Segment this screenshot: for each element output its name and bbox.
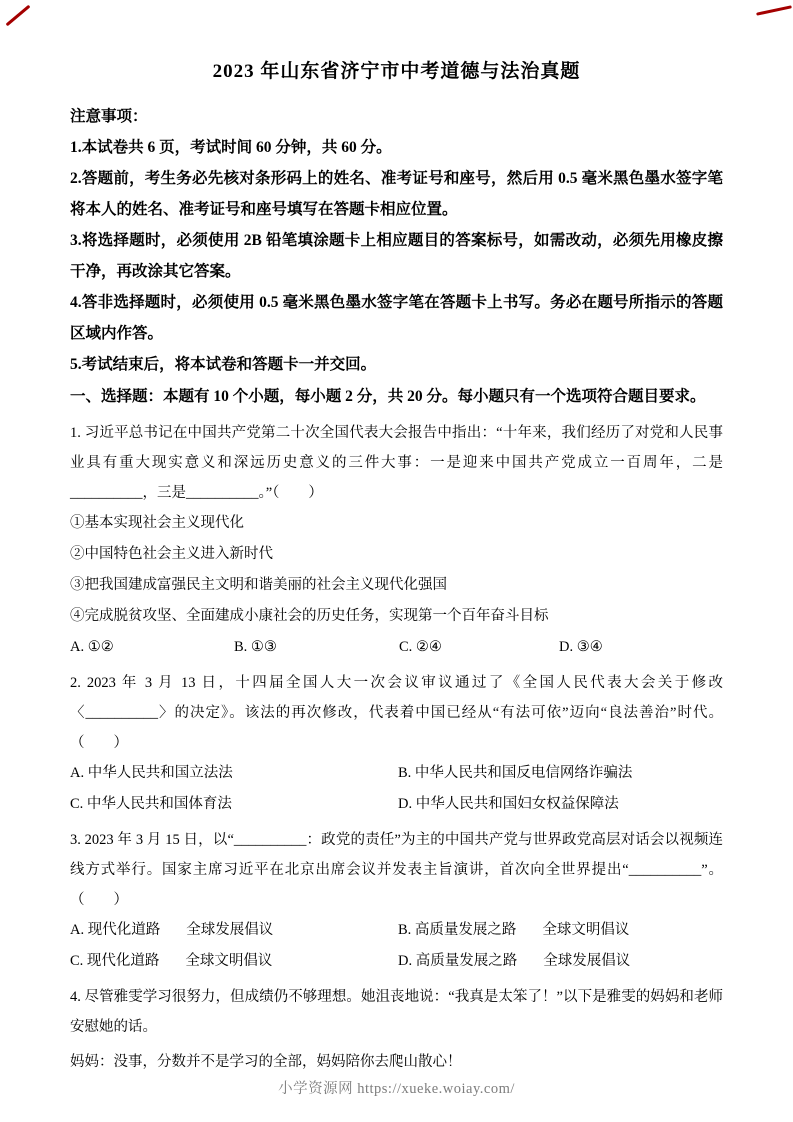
question-3-choice-c (70, 946, 398, 977)
question-2-choice-a: A. 中华人民共和国立法法 (70, 765, 233, 781)
footer-site-link[interactable]: 小学资源网 https://xueke.woiay.com/ (278, 1081, 515, 1097)
notice-heading: 注意事项： (70, 108, 148, 125)
notice-item-3: 3.将选择题时，必须使用 2B 铅笔填涂题卡上相应题目的答案标号，如需改动，必须先用橡皮擦干净，再改涂其它答案。 (70, 232, 723, 280)
question-3-choice-b (398, 915, 723, 946)
question-3-choice-c-extra: 全球文明倡议 (185, 953, 273, 969)
question-2-choice-d: D. 中华人民共和国妇女权益保障法 (398, 796, 619, 812)
question-4-mom-line: 妈妈：没事，分数并不是学习的全部，妈妈陪你去爬山散心！ (70, 1054, 462, 1070)
footer-watermark (0, 1077, 793, 1098)
question-1-option-2: ②中国特色社会主义进入新时代 (70, 546, 273, 562)
question-3-choice-b-extra: 全球文明倡议 (542, 922, 630, 938)
question-4-stem: 4. 尽管雅雯学习很努力，但成绩仍不够理想。她沮丧地说：“我真是太笨了！”以下是雅雯的妈妈和老师安慰她的话。 (70, 989, 723, 1035)
question-1-stem: 1. 习近平总书记在中国共产党第二十次全国代表大会报告中指出：“十年来，我们经历了对党和人民事业具有重大现实意义和深远历史意义的三件大事：一是迎来中国共产党成立一百周年，二是__________，三是__________。”（ ） (70, 425, 723, 501)
question-1-choice-c: C. ②④ (399, 639, 442, 655)
question-3-choice-a (70, 915, 398, 946)
question-3-choice-b-label: B. 高质量发展之路 (398, 922, 517, 938)
question-2-stem: 2. 2023 年 3 月 13 日，十四届全国人大一次会议审议通过了《全国人民代表大会关于修改〈__________〉的决定》。该法的再次修改，代表着中国已经从“有法可依”迈向“良法善治”时代。（ ） (70, 675, 723, 751)
question-3-choice-a-extra: 全球发展倡议 (186, 922, 274, 938)
question-3-choice-d (398, 946, 723, 977)
question-2-choices (70, 758, 723, 820)
notice-item-5: 5.考试结束后，将本试卷和答题卡一并交回。 (70, 356, 377, 373)
section-heading: 一、选择题：本题有 10 个小题，每小题 2 分，共 20 分。每小题只有一个选项符合题目要求。 (70, 388, 706, 405)
notice-item-1: 1.本试卷共 6 页，考试时间 60 分钟，共 60 分。 (70, 139, 392, 156)
question-2-choice-c: C. 中华人民共和国体育法 (70, 796, 232, 812)
question-3-choice-a-label: A. 现代化道路 (70, 922, 161, 938)
question-3-choice-d-extra: 全球发展倡议 (543, 953, 631, 969)
question-3-choice-d-label: D. 高质量发展之路 (398, 953, 518, 969)
question-3-stem: 3. 2023 年 3 月 15 日，以“__________：政党的责任”为主的中国共产党与世界政党高层对话会以视频连线方式举行。国家主席习近平在北京出席会议并发表主旨演讲，首次向全世界提出“__________”。（ ） (70, 832, 723, 908)
question-3-choice-c-label: C. 现代化道路 (70, 953, 160, 969)
question-3-choices (70, 915, 723, 977)
page-title: 2023 年山东省济宁市中考道德与法治真题 (212, 61, 581, 82)
notice-item-2: 2.答题前，考生务必先核对条形码上的姓名、准考证号和座号，然后用 0.5 毫米黑色墨水签字笔将本人的姓名、准考证号和座号填写在答题卡相应位置。 (70, 170, 723, 218)
question-1-option-1: ①基本实现社会主义现代化 (70, 515, 244, 531)
notice-item-4: 4.答非选择题时，必须使用 0.5 毫米黑色墨水签字笔在答题卡上书写。务必在题号所指示的答题区域内作答。 (70, 294, 723, 342)
question-1-choices (70, 632, 723, 663)
question-1-choice-d: D. ③④ (559, 639, 603, 655)
question-1-choice-b: B. ①③ (234, 639, 277, 655)
question-1-option-4: ④完成脱贫攻坚、全面建成小康社会的历史任务，实现第一个百年奋斗目标 (70, 608, 549, 624)
question-1-choice-a: A. ①② (70, 639, 114, 655)
question-2-choice-b: B. 中华人民共和国反电信网络诈骗法 (398, 765, 633, 781)
question-1-option-3: ③把我国建成富强民主文明和谐美丽的社会主义现代化强国 (70, 577, 447, 593)
